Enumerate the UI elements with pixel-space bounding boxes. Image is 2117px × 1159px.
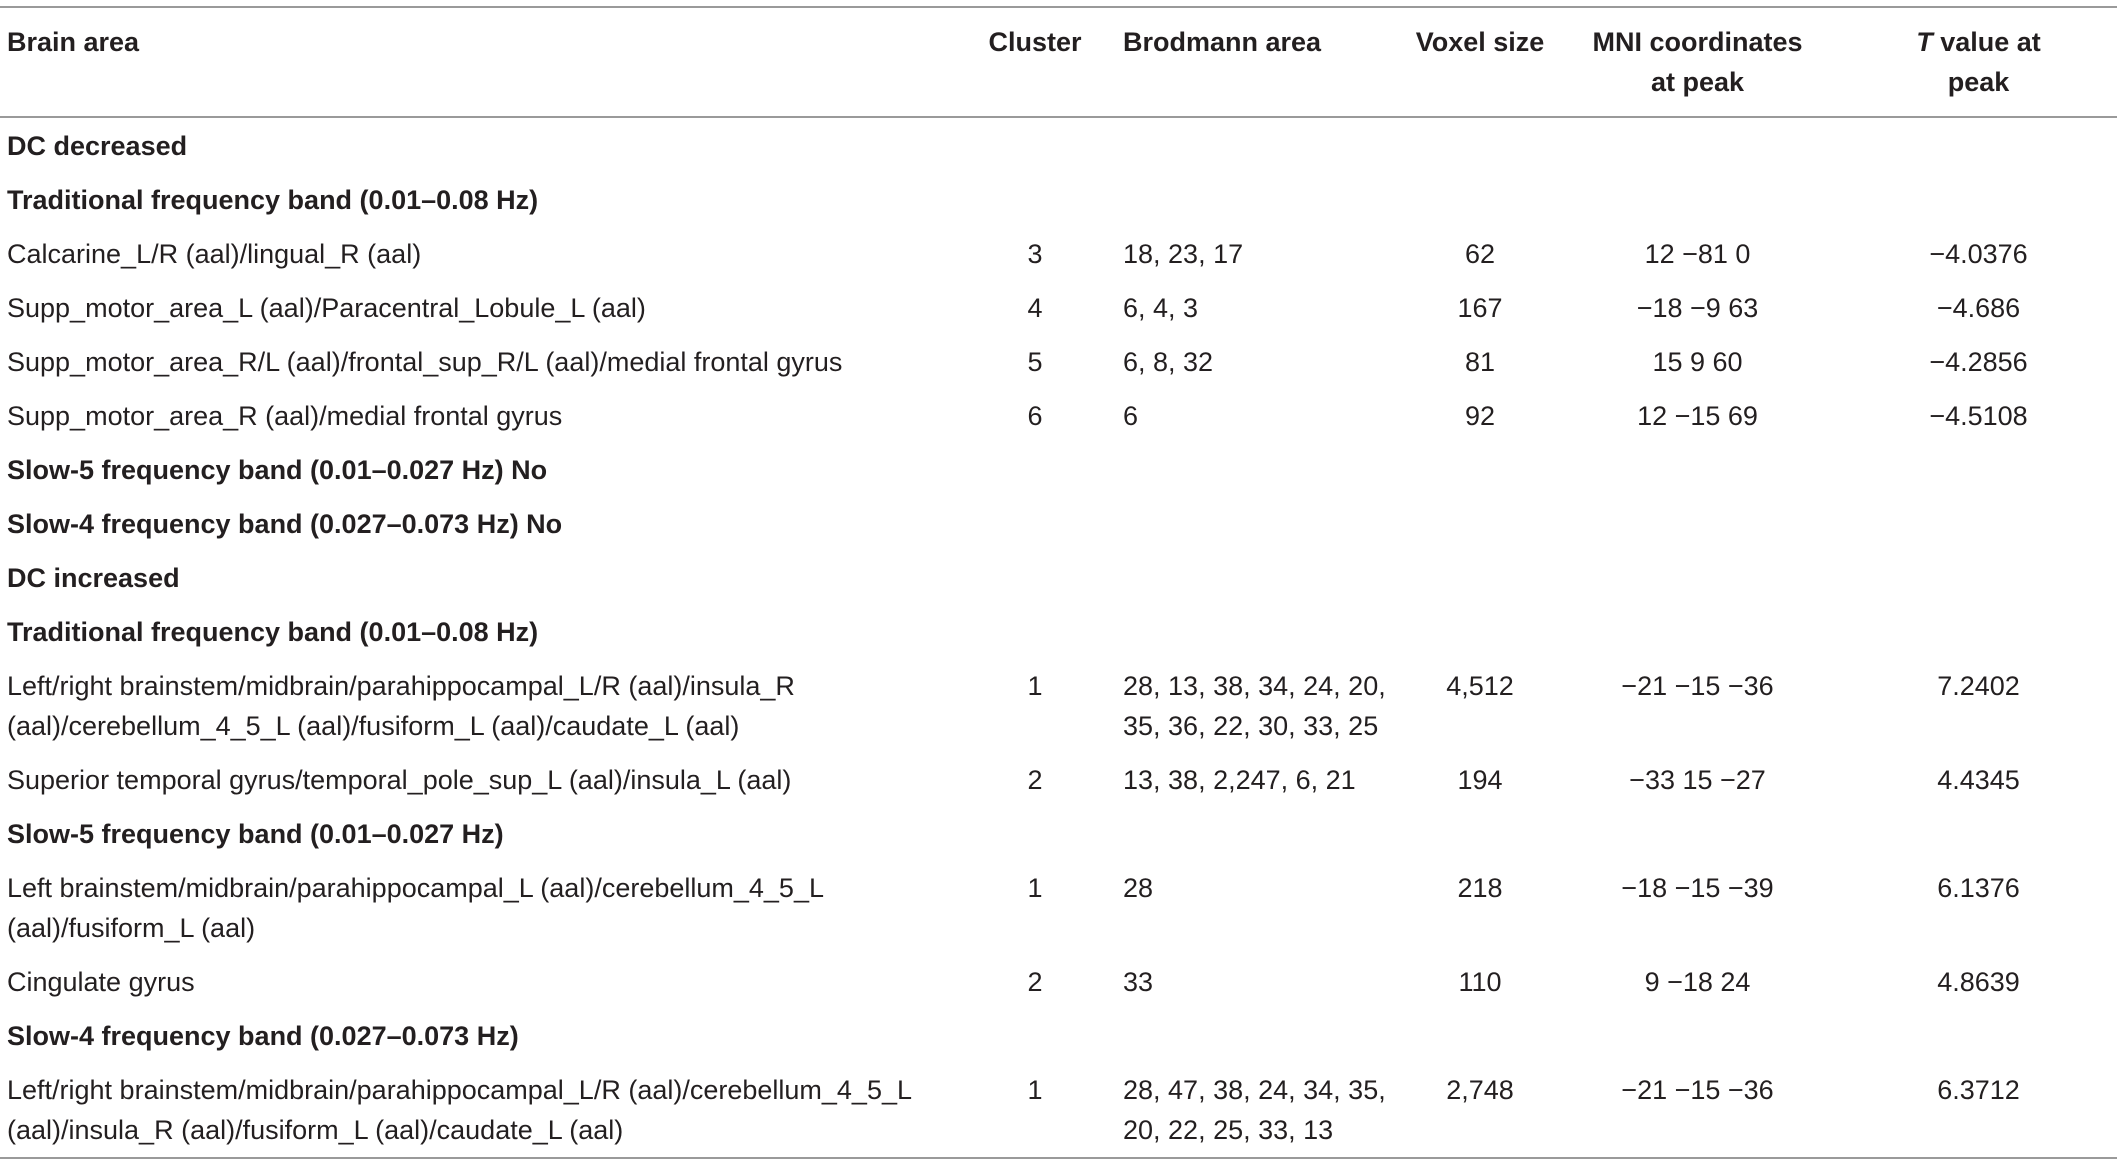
header-t-rest: value at	[1932, 27, 2041, 57]
cell-voxel-size: 218	[1457, 873, 1503, 903]
cell-mni-coordinates: 12 −15 69	[1637, 401, 1758, 431]
cell-brain-area: Supp_motor_area_R/L (aal)/frontal_sup_R/L (aal)/medial frontal gyrus	[7, 347, 843, 377]
cell-mni-coordinates: −18 −9 63	[1636, 293, 1759, 323]
section-row	[0, 807, 2117, 861]
section-row	[0, 173, 2117, 227]
cell-mni-coordinates: 9 −18 24	[1644, 967, 1751, 997]
table-row	[0, 659, 2117, 753]
cell-t-value: 6.3712	[1937, 1075, 2020, 1105]
header-mni-coordinates	[1555, 8, 1840, 116]
cell-brodmann-area: 18, 23, 17	[1123, 239, 1244, 269]
cell-mni-coordinates: 15 9 60	[1652, 347, 1743, 377]
header-mni-line1: MNI coordinates	[1592, 27, 1803, 57]
section-label: Traditional frequency band (0.01–0.08 Hz)	[7, 617, 539, 647]
cell-brain-area	[0, 1063, 975, 1157]
cell-brodmann-area: 28	[1123, 873, 1154, 903]
cell-mni-coordinates: −21 −15 −36	[1621, 671, 1774, 701]
brain-area-table-body	[0, 118, 2117, 1157]
table-body	[0, 118, 2117, 1157]
header-row	[0, 8, 2117, 116]
cell-cluster: 4	[1027, 293, 1043, 323]
table-row	[0, 753, 2117, 807]
cell-t-value: −4.2856	[1929, 347, 2028, 377]
table-row	[0, 955, 2117, 1009]
cell-mni-coordinates: −18 −15 −39	[1621, 873, 1774, 903]
cell-voxel-size: 167	[1457, 293, 1503, 323]
cell-t-value: −4.5108	[1929, 401, 2028, 431]
header-brain-area: Brain area	[7, 27, 140, 57]
header-mni-line2: at peak	[1650, 67, 1745, 97]
cell-brodmann-area: 6	[1123, 401, 1139, 431]
header-voxel-size: Voxel size	[1415, 27, 1545, 57]
brain-area-line: Left/right brainstem/midbrain/parahippocampal_L/R (aal)/insula_R	[7, 671, 795, 701]
brain-area-line: Left/right brainstem/midbrain/parahippocampal_L/R (aal)/cerebellum_4_5_L	[7, 1075, 913, 1105]
section-label: Slow-4 frequency band (0.027–0.073 Hz)	[7, 1021, 519, 1051]
section-label: Slow-5 frequency band (0.01–0.027 Hz)	[7, 819, 504, 849]
header-cluster: Cluster	[988, 27, 1082, 57]
cell-cluster: 1	[1027, 873, 1043, 903]
cell-cluster: 5	[1027, 347, 1043, 377]
table-row	[0, 335, 2117, 389]
brain-area-line: (aal)/fusiform_L (aal)	[7, 913, 256, 943]
table-row	[0, 1063, 2117, 1157]
cell-brodmann-area	[1095, 659, 1405, 753]
header-t-italic: T	[1916, 27, 1933, 57]
cell-brain-area: Supp_motor_area_L (aal)/Paracentral_Lobule_L (aal)	[7, 293, 646, 323]
section-row	[0, 443, 2117, 497]
header-t-value	[1840, 8, 2117, 116]
results-table-container	[0, 6, 2117, 1159]
cell-t-value: −4.686	[1936, 293, 2021, 323]
section-row	[0, 605, 2117, 659]
header-brodmann-area: Brodmann area	[1123, 27, 1322, 57]
table-row	[0, 861, 2117, 955]
section-label: DC increased	[7, 563, 180, 593]
cell-brain-area	[0, 861, 975, 955]
cell-voxel-size: 4,512	[1446, 671, 1514, 701]
cell-cluster: 3	[1027, 239, 1043, 269]
section-label: Slow-4 frequency band (0.027–0.073 Hz) No	[7, 509, 563, 539]
cell-cluster: 2	[1027, 967, 1043, 997]
cell-voxel-size: 110	[1458, 967, 1502, 997]
cell-voxel-size: 62	[1464, 239, 1496, 269]
cell-t-value: 4.8639	[1937, 967, 2020, 997]
brain-area-line: Left brainstem/midbrain/parahippocampal_L (aal)/cerebellum_4_5_L	[7, 873, 824, 903]
cell-brodmann-area: 13, 38, 2,247, 6, 21	[1123, 765, 1356, 795]
brain-area-line: (aal)/insula_R (aal)/fusiform_L (aal)/caudate_L (aal)	[7, 1115, 624, 1145]
cell-brodmann-area: 33	[1123, 967, 1154, 997]
cell-voxel-size: 92	[1464, 401, 1496, 431]
section-row	[0, 551, 2117, 605]
cell-brodmann-area: 6, 8, 32	[1123, 347, 1214, 377]
cell-t-value: 6.1376	[1937, 873, 2020, 903]
brain-area-line: (aal)/cerebellum_4_5_L (aal)/fusiform_L (aal)/caudate_L (aal)	[7, 711, 740, 741]
section-label: Slow-5 frequency band (0.01–0.027 Hz) No	[7, 455, 548, 485]
cell-mni-coordinates: 12 −81 0	[1644, 239, 1751, 269]
brodmann-line: 28, 47, 38, 24, 34, 35,	[1123, 1075, 1386, 1105]
table-row	[0, 227, 2117, 281]
section-label: Traditional frequency band (0.01–0.08 Hz)	[7, 185, 539, 215]
cell-cluster: 1	[1027, 1075, 1043, 1105]
brodmann-line: 28, 13, 38, 34, 24, 20,	[1123, 671, 1386, 701]
cell-cluster: 2	[1027, 765, 1043, 795]
brain-area-table	[0, 8, 2117, 116]
section-row	[0, 118, 2117, 173]
cell-t-value: −4.0376	[1929, 239, 2028, 269]
cell-mni-coordinates: −33 15 −27	[1629, 765, 1766, 795]
cell-brain-area: Cingulate gyrus	[7, 967, 195, 997]
table-row	[0, 281, 2117, 335]
cell-cluster: 6	[1027, 401, 1043, 431]
cell-mni-coordinates: −21 −15 −36	[1621, 1075, 1774, 1105]
cell-brain-area: Superior temporal gyrus/temporal_pole_sup_L (aal)/insula_L (aal)	[7, 765, 792, 795]
cell-brodmann-area	[1095, 1063, 1405, 1157]
cell-t-value: 7.2402	[1937, 671, 2020, 701]
cell-cluster: 1	[1027, 671, 1043, 701]
cell-brain-area: Supp_motor_area_R (aal)/medial frontal gyrus	[7, 401, 563, 431]
table-row	[0, 389, 2117, 443]
brodmann-line: 20, 22, 25, 33, 13	[1123, 1115, 1334, 1145]
brodmann-line: 35, 36, 22, 30, 33, 25	[1123, 711, 1379, 741]
section-row	[0, 497, 2117, 551]
cell-voxel-size: 81	[1464, 347, 1496, 377]
cell-brodmann-area: 6, 4, 3	[1123, 293, 1199, 323]
cell-t-value: 4.4345	[1937, 765, 2020, 795]
cell-voxel-size: 2,748	[1446, 1075, 1514, 1105]
section-label: DC decreased	[7, 131, 188, 161]
cell-brain-area: Calcarine_L/R (aal)/lingual_R (aal)	[7, 239, 422, 269]
cell-brain-area	[0, 659, 975, 753]
table-header	[0, 8, 2117, 116]
cell-voxel-size: 194	[1457, 765, 1503, 795]
header-t-line2: peak	[1947, 67, 2010, 97]
section-row	[0, 1009, 2117, 1063]
